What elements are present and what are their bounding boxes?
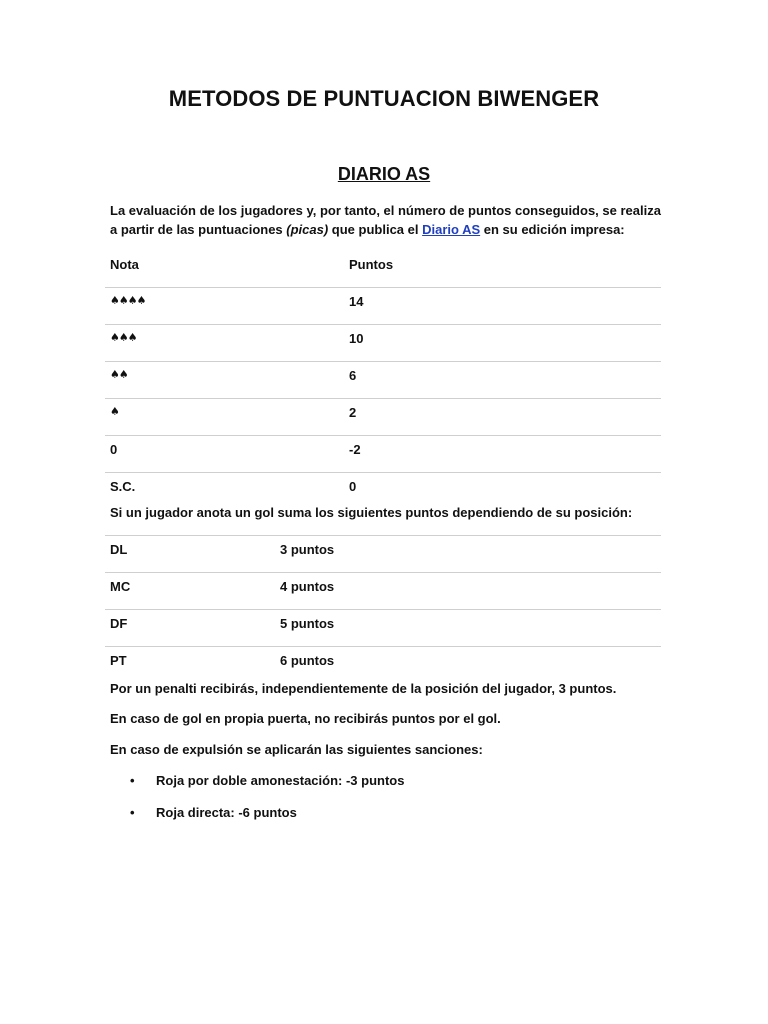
table-row: [105, 398, 661, 435]
score-table-header: [105, 251, 661, 287]
intro-text-2: que publica el: [328, 222, 423, 237]
puntos-cell: 2: [349, 405, 357, 420]
nota-cell: ♠♠♠: [110, 331, 137, 344]
own-goal-paragraph: En caso de gol en propia puerta, no recibirás puntos por el gol.: [110, 711, 501, 726]
bullet-icon: •: [130, 773, 135, 788]
puntos-cell: 6: [349, 368, 357, 383]
sanctions-list: [130, 771, 650, 835]
nota-cell: ♠: [110, 405, 119, 418]
nota-cell: S.C.: [110, 479, 136, 494]
points-cell: 6 puntos: [280, 653, 335, 668]
position-cell: DL: [110, 542, 128, 557]
goal-table: [105, 535, 661, 683]
penalty-paragraph: Por un penalti recibirás, independientemente de la posición del jugador, 3 puntos.: [110, 681, 617, 696]
header-nota: Nota: [110, 257, 139, 272]
table-row: [105, 646, 661, 683]
bullet-icon: •: [130, 805, 135, 820]
intro-text-3: en su edición impresa:: [480, 222, 625, 237]
intro-italic: (picas): [286, 222, 329, 237]
document-title: METODOS DE PUNTUACION BIWENGER: [168, 86, 600, 111]
intro-paragraph: [110, 201, 670, 239]
nota-cell: 0: [110, 442, 118, 457]
table-row: [105, 572, 661, 609]
position-cell: MC: [110, 579, 131, 594]
expulsion-paragraph: En caso de expulsión se aplicarán las siguientes sanciones:: [110, 742, 483, 757]
points-cell: 4 puntos: [280, 579, 335, 594]
nota-cell: ♠♠♠♠: [110, 294, 146, 307]
list-item-text: Roja por doble amonestación: -3 puntos: [156, 773, 405, 788]
diario-as-link[interactable]: Diario AS: [422, 222, 481, 237]
puntos-cell: 14: [349, 294, 364, 309]
section-title: DIARIO AS: [337, 164, 431, 184]
puntos-cell: -2: [349, 442, 361, 457]
points-cell: 3 puntos: [280, 542, 335, 557]
table-row: [105, 361, 661, 398]
list-item-text: Roja directa: -6 puntos: [156, 805, 297, 820]
position-cell: DF: [110, 616, 128, 631]
score-table: [105, 251, 661, 509]
goal-intro-paragraph: Si un jugador anota un gol suma los siguientes puntos dependiendo de su posición:: [110, 505, 633, 520]
position-cell: PT: [110, 653, 127, 668]
table-row: [105, 535, 661, 572]
header-puntos: Puntos: [349, 257, 394, 272]
puntos-cell: 10: [349, 331, 364, 346]
list-item: [130, 803, 650, 835]
puntos-cell: 0: [349, 479, 357, 494]
table-row: [105, 287, 661, 324]
list-item: [130, 771, 650, 803]
table-row: [105, 609, 661, 646]
table-row: [105, 435, 661, 472]
nota-cell: ♠♠: [110, 368, 128, 381]
points-cell: 5 puntos: [280, 616, 335, 631]
intro-text-1: La evaluación de los jugadores y, por tanto, el número de puntos conseguidos, se realiza a partir de las puntuaciones: [110, 203, 661, 237]
table-row: [105, 324, 661, 361]
